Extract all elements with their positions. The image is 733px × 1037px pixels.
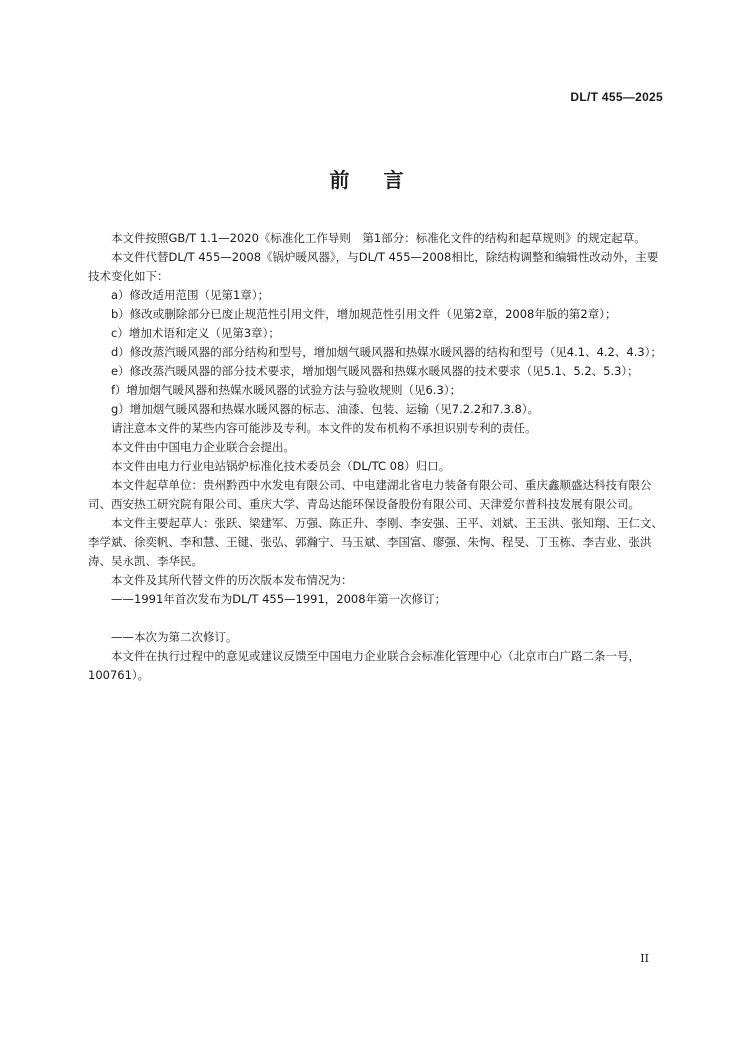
paragraph-proposed-by: 本文件由中国电力企业联合会提出。 xyxy=(111,440,295,454)
paragraph-drafting-rules: 本文件按照GB/T 1.1—2020《标准化工作导则 第1部分：标准化文件的结构和起草规则》的规定起草。 xyxy=(111,231,646,245)
paragraph-history-intro: 本文件及其所代替文件的历次版本发布情况为： xyxy=(111,573,353,587)
page-title xyxy=(0,164,733,193)
paragraph-drafting-units: 本文件起草单位：贵州黔西中水发电有限公司、中电建湖北省电力装备有限公司、重庆鑫顺盛达科技有限公司、西安热工研究院有限公司、重庆大学、青岛达能环保设备股份有限公司、天津爱尔普科技发展有限公司。 xyxy=(88,478,652,511)
change-item-e: e）修改蒸汽暖风器的部分技术要求，增加烟气暖风器和热媒水暖风器的技术要求（见5.1、5.2、5.3）； xyxy=(111,364,639,378)
paragraph-replaces: 本文件代替DL/T 455—2008《锅炉暖风器》，与DL/T 455—2008相比，除结构调整和编辑性改动外，主要技术变化如下： xyxy=(88,250,659,283)
history-item-1: ——1991年首次发布为DL/T 455—1991，2008年第一次修订； xyxy=(111,592,447,606)
title-char-2: 言 xyxy=(383,168,404,192)
paragraph-administered-by: 本文件由电力行业电站锅炉标准化技术委员会（DL/TC 08）归口。 xyxy=(111,459,451,473)
change-item-c: c）增加术语和定义（见第3章）； xyxy=(111,326,280,340)
change-item-b: b）修改或删除部分已废止规范性引用文件，增加规范性引用文件（见第2章，2008年版的第2章）； xyxy=(111,307,617,321)
change-item-f: f）增加烟气暖风器和热媒水暖风器的试验方法与验收规则（见6.3）； xyxy=(111,383,462,397)
paragraph-drafters: 本文件主要起草人：张跃、梁建军、万强、陈正升、李刚、李安强、王平、刘斌、王玉洪、张知翔、王仁文、李学斌、徐奕帆、李和慧、王键、张弘、郭瀚宁、马玉斌、李国富、廖强、朱恂、程旻、丁玉栋、李吉业、张洪涛、吴永凯、李华民。 xyxy=(88,516,663,568)
change-item-d: d）修改蒸汽暖风器的部分结构和型号，增加烟气暖风器和热媒水暖风器的结构和型号（见4.1、4.2、4.3）； xyxy=(111,345,662,359)
page-number: II xyxy=(640,952,649,965)
change-item-g: g）增加烟气暖风器和热媒水暖风器的标志、油漆、包装、运输（见7.2.2和7.3.8）。 xyxy=(111,402,540,416)
paragraph-feedback: 本文件在执行过程中的意见或建议反馈至中国电力企业联合会标准化管理中心（北京市白广路二条一号，100761）。 xyxy=(88,649,640,682)
document-code: DL/T 455—2025 xyxy=(570,90,663,104)
history-item-2: ——本次为第二次修订。 xyxy=(111,630,238,644)
title-char-1: 前 xyxy=(329,168,350,192)
change-item-a: a）修改适用范围（见第1章）； xyxy=(111,288,270,302)
paragraph-patent-notice: 请注意本文件的某些内容可能涉及专利。本文件的发布机构不承担识别专利的责任。 xyxy=(111,421,537,435)
foreword-body xyxy=(88,229,668,685)
